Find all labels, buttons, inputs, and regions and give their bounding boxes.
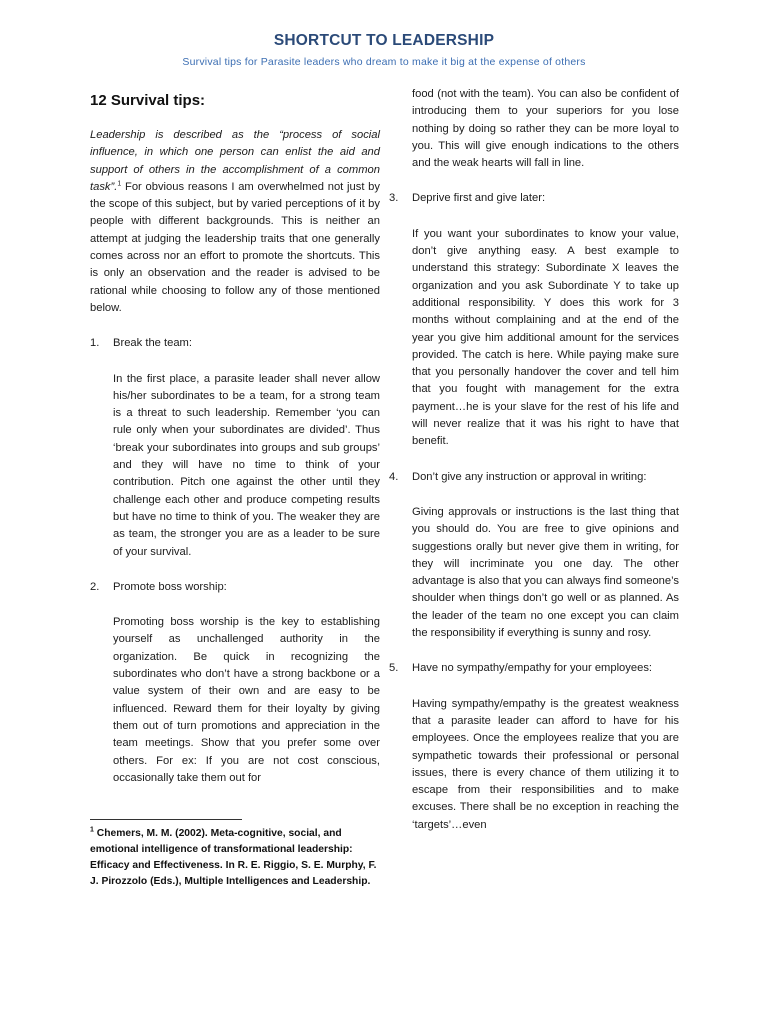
tip-number: 4. — [389, 470, 399, 483]
tip-3-title — [389, 190, 679, 207]
footnote — [90, 826, 380, 890]
document-title: SHORTCUT TO LEADERSHIP — [273, 32, 495, 49]
tip-number: 2. — [90, 580, 100, 593]
right-column — [389, 86, 679, 834]
tip-5-title — [389, 660, 679, 677]
left-column — [90, 86, 380, 787]
tip-5-body: Having sympathy/empathy is the greatest weakness that a parasite leader can afford to have for his employees. Once the employees realize that you are sympathetic towards their professional or personal issues, there is every chance of them utilizing it to escape from their responsibilities and to make excuses. There shall be no exception in reaching the ‘targets’…even — [412, 697, 679, 831]
tip-number: 5. — [389, 662, 399, 675]
tip-title: Break the team: — [113, 337, 192, 350]
tip-4-body: Giving approvals or instructions is the last thing that you should do. You are free to give opinions and suggestions orally but never give them in writing, for they will incriminate you one day. The other advantage is also that you can always find someone’s shoulder when things don’t go well or as planned. As the leader of the team no one except you can claim the responsibility if everything is sunny and rosy. — [412, 505, 679, 640]
footnote-text: Chemers, M. M. (2002). Meta-cognitive, social, and emotional intelligence of transformational leadership: Efficacy and Effectiveness. In R. E. Riggio, S. E. Murphy, F. J. Pirozzolo (Eds.), Multiple Intelligences and Leadership. — [90, 828, 377, 887]
tip-2-continuation: food (not with the team). You can also be confident of introducing them to your superiors for you lose nothing by doing so rather they can be more loyal to you. This will give enough indications to the others and the weak hearts will fall in line. — [412, 88, 679, 170]
document-subtitle: Survival tips for Parasite leaders who dream to make it big at the expense of others — [182, 56, 586, 68]
tip-1-body: In the first place, a parasite leader shall never allow his/her subordinates to be a team, for a strong team is a threat to such leadership. Remember ‘you can rule only when your subordinates are divided’. Thus ‘break your subordinates into groups and sub groups’ and they will have no time to think of your contribution. Pitch one against the other until they challenge each other and produce competing results but have no time to think of you. The weaker they are as team, the stronger you are as a leader to be sure of your survival. — [113, 372, 380, 558]
intro-text: For obvious reasons I am overwhelmed not just by the scope of this subject, but by varied perceptions of it by people with different backgrounds. This is neither an attempt at judging the leadership traits that one generally comes across nor an effort to promote the shortcuts. This is only an observation and the reader is advised to be rational while choosing to follow any of those mentioned below. — [90, 180, 380, 314]
tip-title: Deprive first and give later: — [412, 192, 546, 205]
tip-number: 1. — [90, 337, 100, 350]
intro-quote: Leadership is described as the “process of social influence, in which one person can enlist the aid and support of others in the accomplishment of a common task”. — [90, 129, 380, 193]
intro-paragraph — [90, 127, 380, 317]
tip-1-title — [90, 335, 380, 352]
tip-3-body: If you want your subordinates to know your value, don’t give anything easy. A best example to understand this strategy: Subordinate X leaves the organization and you ask Subordinate Y to take up additional responsibility. Y does this work for 3 months without complaining and at the end of the year you give him additional amount for the services provided. The catch is here. While paying make sure that you personally handover the cover and tell him that you fought with management for the extra payment…he is your slave for the rest of his life and will never realize that it was his right to have that benefit. — [412, 227, 679, 448]
tip-2-title — [90, 579, 380, 596]
tip-4-title — [389, 469, 679, 486]
footnote-ref: 1 — [117, 180, 122, 188]
tip-number: 3. — [389, 192, 399, 205]
tip-title: Have no sympathy/empathy for your employees: — [412, 662, 653, 675]
footnote-divider — [90, 819, 242, 820]
tip-title: Don’t give any instruction or approval in writing: — [412, 470, 647, 483]
section-heading: 12 Survival tips: — [90, 92, 206, 109]
footnote-mark: 1 — [90, 826, 94, 834]
tip-2-body: Promoting boss worship is the key to establishing yourself as unchallenged authority in the organization. Be quick in recognizing the subordinates who don’t have a strong backbone or a value system of their own and are easy to be influenced. Reward them for their loyalty by giving them out of turn promotions and appreciation in the team meetings. Show that you prefer some over others. For ex: If you are not cost conscious, occasionally take them out for — [113, 616, 380, 784]
tip-title: Promote boss worship: — [113, 580, 227, 593]
